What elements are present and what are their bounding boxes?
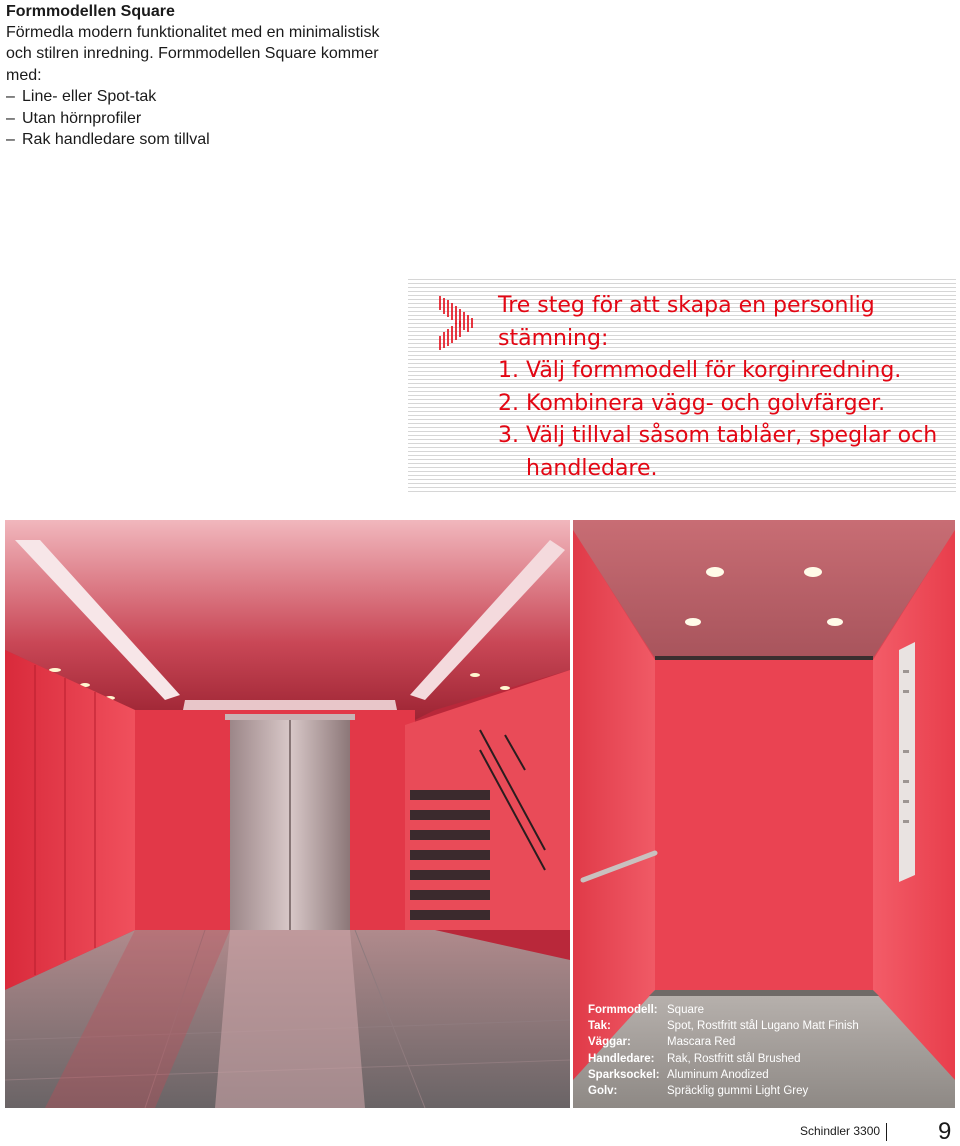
list-item-label: Line- eller Spot-tak (22, 88, 157, 106)
intro-body-line: med: (6, 66, 42, 84)
intro-block (6, 1, 406, 150)
intro-title: Formmodellen Square (6, 3, 175, 20)
lobby-photo (5, 520, 570, 1108)
table-row (588, 1083, 948, 1099)
spec-value: Mascara Red (667, 1036, 736, 1049)
spec-value: Square (667, 1004, 705, 1016)
table-row (588, 1034, 948, 1050)
spec-value: Aluminum Anodized (667, 1068, 769, 1081)
list-item (6, 108, 406, 129)
intro-body-line: och stilren inredning. Formmodellen Square kommer (6, 45, 379, 63)
callout-heading: stämning: (498, 325, 609, 351)
spec-label: Tak: (588, 1020, 611, 1033)
footer-brand: Schindler 3300 (800, 1124, 881, 1138)
spec-value: Spot, Rostfritt stål Lugano Matt Finish (667, 1020, 859, 1033)
dash-glyph: – (6, 131, 15, 149)
spec-label: Sparksockel: (588, 1068, 660, 1081)
list-item-label: Rak handledare som tillval (22, 131, 210, 149)
list-item (6, 129, 406, 150)
spec-label: Golv: (588, 1085, 618, 1098)
callout-heading: Tre steg för att skapa en personlig (498, 293, 875, 318)
steps-callout (408, 276, 956, 492)
spec-label: Väggar: (588, 1036, 631, 1049)
step-item: 1. Välj formmodell för korginredning. (498, 358, 902, 383)
table-row (588, 1067, 948, 1083)
spec-label: Formmodell: (588, 1004, 658, 1016)
step-item: 2. Kombinera vägg- och golvfärger. (498, 390, 886, 416)
dash-glyph: – (6, 88, 15, 106)
spec-table (588, 1002, 948, 1099)
spec-value: Rak, Rostfritt stål Brushed (667, 1052, 801, 1065)
step-item: 3. Välj tillval såsom tablåer, speglar och handledare. (498, 423, 938, 481)
list-item (6, 86, 406, 107)
table-row (588, 1051, 948, 1067)
callout-text (498, 290, 948, 485)
chevron-arrow-icon (436, 294, 478, 352)
spec-label: Handledare: (588, 1052, 655, 1065)
page-number: 9 (938, 1118, 952, 1145)
footer-divider (886, 1123, 887, 1141)
feature-list (6, 86, 406, 150)
dash-glyph: – (6, 109, 15, 127)
list-item-label: Utan hörnprofiler (22, 109, 142, 127)
table-row (588, 1018, 948, 1034)
table-row (588, 1002, 948, 1018)
spec-value: Spräcklig gummi Light Grey (667, 1085, 809, 1098)
intro-body-line: Förmedla modern funktionalitet med en minimalistisk (6, 24, 380, 41)
